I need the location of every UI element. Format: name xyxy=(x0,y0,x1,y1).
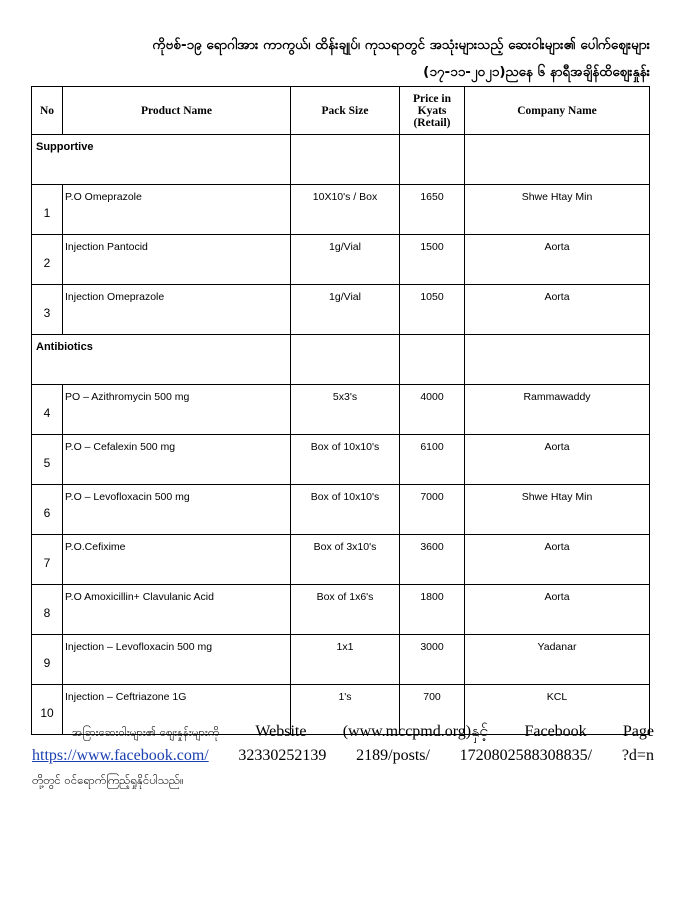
cell-no: 9 xyxy=(32,635,63,685)
table-row xyxy=(32,535,650,585)
empty-cell xyxy=(465,135,650,185)
footer-note xyxy=(32,720,654,792)
cell-pack-size: 1x1 xyxy=(291,635,400,685)
cell-product-name: PO – Azithromycin 500 mg xyxy=(63,385,291,435)
cell-price: 700 xyxy=(400,685,465,735)
cell-no: 3 xyxy=(32,285,63,335)
cell-product-name: Injection – Levofloxacin 500 mg xyxy=(63,635,291,685)
cell-product-name: Injection Pantocid xyxy=(63,235,291,285)
facebook-link-part-4[interactable]: 1720802588308835/ xyxy=(459,747,593,764)
facebook-link[interactable]: https://www.facebook.com/ xyxy=(32,747,209,764)
cell-company: Aorta xyxy=(465,235,650,285)
cell-no: 5 xyxy=(32,435,63,485)
empty-cell xyxy=(400,335,465,385)
table-row xyxy=(32,285,650,335)
cell-product-name: Injection Omeprazole xyxy=(63,285,291,335)
page-subtitle-date: (၁၇-၁၁-၂၀၂၁)ညနေ ၆ နာရီအချိန်ထိဈေးနှုန်း xyxy=(423,64,650,80)
section-row xyxy=(32,335,650,385)
table-row xyxy=(32,635,650,685)
cell-no: 8 xyxy=(32,585,63,635)
empty-cell xyxy=(465,335,650,385)
cell-pack-size: Box of 1x6's xyxy=(291,585,400,635)
cell-no: 4 xyxy=(32,385,63,435)
cell-pack-size: 1g/Vial xyxy=(291,235,400,285)
cell-no: 7 xyxy=(32,535,63,585)
cell-company: Yadanar xyxy=(465,635,650,685)
empty-cell xyxy=(291,135,400,185)
cell-company: Aorta xyxy=(465,535,650,585)
table-row xyxy=(32,235,650,285)
website-link[interactable]: (www.mccpmd.org)နှင့် xyxy=(342,723,489,740)
cell-product-name: Injection – Ceftriazone 1G xyxy=(63,685,291,735)
cell-company: Shwe Htay Min xyxy=(465,485,650,535)
cell-price: 1500 xyxy=(400,235,465,285)
cell-no: 10 xyxy=(32,685,63,735)
cell-product-name: P.O Omeprazole xyxy=(63,185,291,235)
column-header-price: Price in Kyats (Retail) xyxy=(400,87,465,135)
price-table xyxy=(31,86,650,735)
table-row xyxy=(32,385,650,435)
footer-text-other-prices: အခြားဆေးဝါးများ၏ ဈေးနှုန်းများကို xyxy=(72,725,220,739)
cell-company: Rammawaddy xyxy=(465,385,650,435)
cell-price: 1800 xyxy=(400,585,465,635)
cell-company: KCL xyxy=(465,685,650,735)
column-header-company: Company Name xyxy=(465,87,650,135)
footer-text-facebook: Facebook xyxy=(524,723,587,740)
column-header-no: No xyxy=(32,87,63,135)
empty-cell xyxy=(400,135,465,185)
cell-pack-size: 1g/Vial xyxy=(291,285,400,335)
footer-line-2 xyxy=(32,744,654,768)
cell-product-name: P.O – Levofloxacin 500 mg xyxy=(63,485,291,535)
cell-company: Aorta xyxy=(465,285,650,335)
cell-product-name: P.O Amoxicillin+ Clavulanic Acid xyxy=(63,585,291,635)
cell-price: 7000 xyxy=(400,485,465,535)
cell-pack-size: Box of 3x10's xyxy=(291,535,400,585)
cell-no: 1 xyxy=(32,185,63,235)
table-row xyxy=(32,435,650,485)
cell-product-name: P.O – Cefalexin 500 mg xyxy=(63,435,291,485)
table-header-row xyxy=(32,87,650,135)
cell-price: 3000 xyxy=(400,635,465,685)
cell-price: 1050 xyxy=(400,285,465,335)
cell-company: Aorta xyxy=(465,585,650,635)
column-header-product: Product Name xyxy=(63,87,291,135)
cell-product-name: P.O.Cefixime xyxy=(63,535,291,585)
cell-price: 1650 xyxy=(400,185,465,235)
cell-price: 3600 xyxy=(400,535,465,585)
footer-text-website: Website xyxy=(255,723,307,740)
cell-pack-size: Box of 10x10's xyxy=(291,485,400,535)
cell-pack-size: 1's xyxy=(291,685,400,735)
facebook-link-part-3[interactable]: 2189/posts/ xyxy=(356,747,430,764)
cell-no: 6 xyxy=(32,485,63,535)
section-row xyxy=(32,135,650,185)
column-header-pack: Pack Size xyxy=(291,87,400,135)
cell-pack-size: 5x3's xyxy=(291,385,400,435)
footer-line-3: တို့တွင် ဝင်ရောက်ကြည့်ရှုနိုင်ပါသည်။ xyxy=(32,773,184,787)
facebook-link-part-2[interactable]: 32330252139 xyxy=(238,747,327,764)
cell-company: Aorta xyxy=(465,435,650,485)
facebook-link-part-5[interactable]: ?d=n xyxy=(621,747,654,764)
cell-pack-size: 10X10's / Box xyxy=(291,185,400,235)
cell-no: 2 xyxy=(32,235,63,285)
page-title: ကိုဗစ်-၁၉ ရောဂါအား ကာကွယ်၊ ထိန်းချုပ်၊ ကုသရာတွင် အသုံးများသည့် ဆေးဝါးများ၏ ပေါက်ဈေးများ xyxy=(152,37,650,53)
section-label: Antibiotics xyxy=(32,335,291,385)
table-row xyxy=(32,485,650,535)
cell-pack-size: Box of 10x10's xyxy=(291,435,400,485)
empty-cell xyxy=(291,335,400,385)
footer-text-page: Page xyxy=(622,723,654,740)
cell-price: 4000 xyxy=(400,385,465,435)
cell-price: 6100 xyxy=(400,435,465,485)
cell-company: Shwe Htay Min xyxy=(465,185,650,235)
section-label: Supportive xyxy=(32,135,291,185)
table-row xyxy=(32,585,650,635)
footer-line-1 xyxy=(32,720,654,744)
table-row xyxy=(32,185,650,235)
